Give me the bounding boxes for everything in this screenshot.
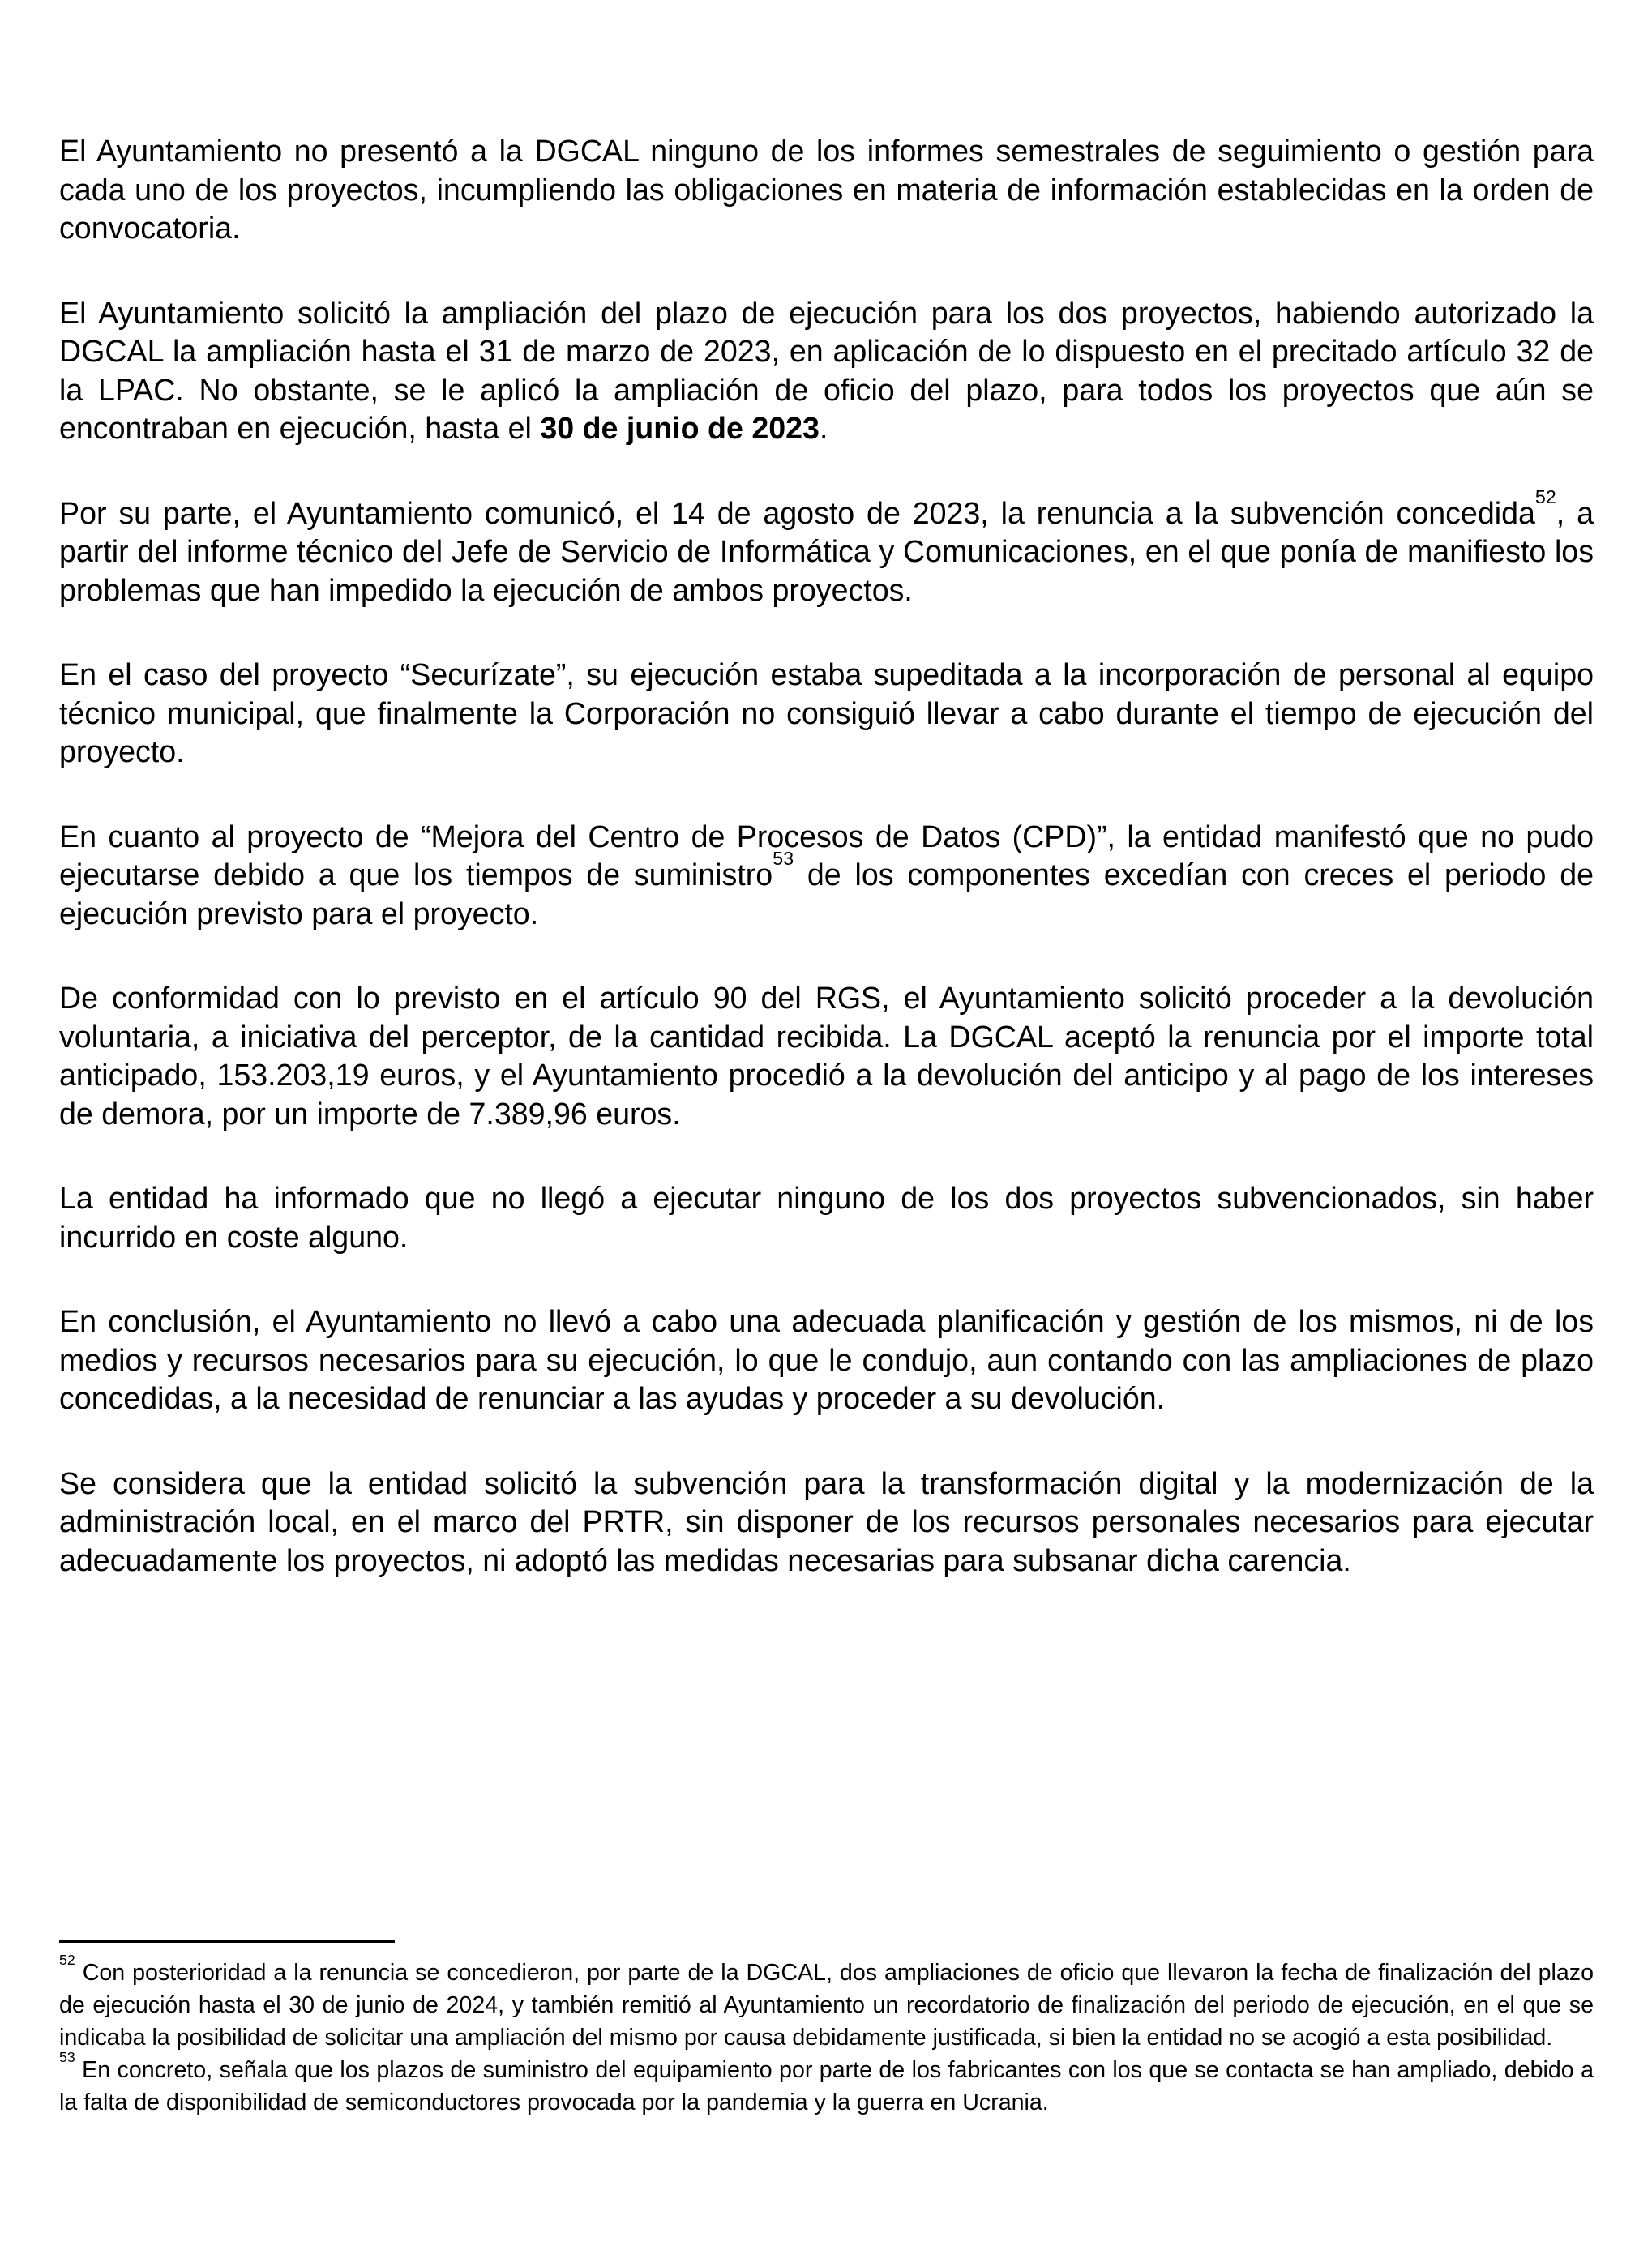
paragraph <box>59 294 1594 448</box>
footnote <box>59 2048 1594 2119</box>
paragraph <box>59 1179 1594 1256</box>
footnote-marker: 52 <box>59 1951 75 1968</box>
text-segment: Por su parte, el Ayuntamiento comunicó, el 14 de agosto de 2023, la renuncia a la subvención concedida <box>59 495 1535 530</box>
paragraph <box>59 979 1594 1133</box>
footnotes-section <box>59 1940 1594 2119</box>
text-segment: De conformidad con lo previsto en el artículo 90 del RGS, el Ayuntamiento solicitó proceder a la devolución voluntaria, a iniciativa del perceptor, de la cantidad recibida. La DGCAL aceptó la renuncia por el importe total anticipado, 153.203,19 euros, y el Ayuntamiento procedió a la devolución del anticipo y al pago de los intereses de demora, por un importe de 7.389,96 euros. <box>59 981 1594 1131</box>
text-segment: de los componentes excedían con creces el periodo de ejecución previsto para el proyecto. <box>59 858 1594 930</box>
footnote-reference: 53 <box>773 848 794 870</box>
footnote-text: En concreto, señala que los plazos de suministro del equipamiento por parte de los fabricantes con los que se contacta se han ampliado, debido a la falta de disponibilidad de semiconductores provocada por la pandemia y la guerra en Ucrania. <box>59 2057 1594 2115</box>
text-segment: El Ayuntamiento solicitó la ampliación del plazo de ejecución para los dos proyectos, habiendo autorizado la DGCAL la ampliación hasta el 31 de marzo de 2023, en aplicación de lo dispuesto en el precitado artículo 32 de la LPAC. No obstante, se le aplicó la ampliación de oficio del plazo, para todos los proyectos que aún se encontraban en ejecución, hasta el <box>59 295 1594 445</box>
footnote-separator <box>59 1940 395 1943</box>
bold-text: 30 de junio de 2023 <box>540 411 820 445</box>
text-segment: El Ayuntamiento no presentó a la DGCAL ninguno de los informes semestrales de seguimiento o gestión para cada uno de los proyectos, incumpliendo las obligaciones en materia de información establecidas en la orden de convocatoria. <box>59 134 1594 245</box>
footnote-text: Con posterioridad a la renuncia se concedieron, por parte de la DGCAL, dos ampliaciones de oficio que llevaron la fecha de finalización del plazo de ejecución hasta el 30 de junio de 2024, y también remitió al Ayuntamiento un recordatorio de finalización del periodo de ejecución, en el que se indicaba la posibilidad de solicitar una ampliación del mismo por causa debidamente justificada, si bien la entidad no se acogió a esta posibilidad. <box>59 1960 1594 2051</box>
text-segment: , a partir del informe técnico del Jefe de Servicio de Informática y Comunicaciones, en el que ponía de manifiesto los problemas que han impedido la ejecución de ambos proyectos. <box>59 495 1594 607</box>
paragraph <box>59 132 1594 248</box>
paragraph <box>59 818 1594 934</box>
footnote-reference: 52 <box>1534 486 1556 507</box>
footnote <box>59 1951 1594 2054</box>
text-segment: En el caso del proyecto “Securízate”, su ejecución estaba supeditada a la incorporación de personal al equipo técnico municipal, que finalmente la Corporación no consiguió llevar a cabo durante el tiempo de ejecución del proyecto. <box>59 657 1594 768</box>
paragraph <box>59 1465 1594 1581</box>
text-segment: . <box>819 411 828 445</box>
text-segment: En cuanto al proyecto de “Mejora del Centro de Procesos de Datos (CPD)”, la entidad manifestó que no pudo ejecutarse debido a que los tiempos de suministro <box>59 819 1594 892</box>
paragraph <box>59 486 1594 610</box>
footnote-marker: 53 <box>59 2048 75 2065</box>
footnotes-list <box>59 1951 1594 2119</box>
text-segment: Se considera que la entidad solicitó la subvención para la transformación digital y la modernización de la administración local, en el marco del PRTR, sin disponer de los recursos personales necesarios para ejecutar adecuadamente los proyectos, ni adoptó las medidas necesarias para subsanar dicha carencia. <box>59 1465 1594 1577</box>
text-segment: En conclusión, el Ayuntamiento no llevó a cabo una adecuada planificación y gestión de los mismos, ni de los medios y recursos necesarios para su ejecución, lo que le condujo, aun contando con las ampliaciones de plazo concedidas, a la necesidad de renunciar a las ayudas y proceder a su devolución. <box>59 1304 1594 1415</box>
paragraph <box>59 1303 1594 1418</box>
text-segment: La entidad ha informado que no llegó a ejecutar ninguno de los dos proyectos subvencionados, sin haber incurrido en coste alguno. <box>59 1181 1594 1254</box>
body-paragraphs <box>59 132 1594 1626</box>
paragraph <box>59 656 1594 772</box>
